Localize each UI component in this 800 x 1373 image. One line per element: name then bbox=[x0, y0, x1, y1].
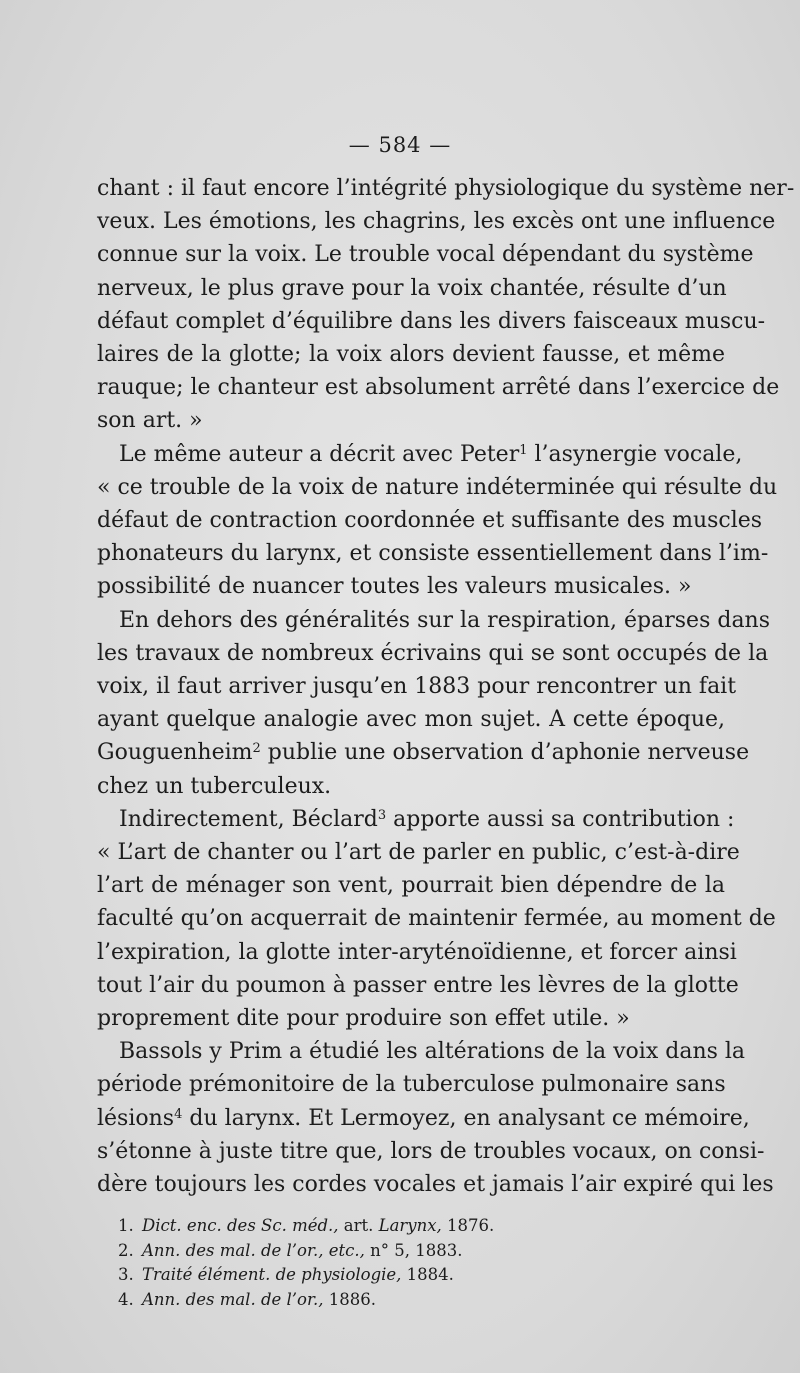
citation-title: Ann. des mal. de l’or., bbox=[142, 1289, 324, 1309]
paragraph-2 bbox=[97, 438, 778, 604]
text-fragment: lésions bbox=[97, 1105, 175, 1131]
paragraph-5 bbox=[97, 1035, 774, 1201]
text-line: faculté qu’on acquerrait de maintenir fermée, au moment de bbox=[97, 906, 776, 932]
footnote-number: 4. bbox=[118, 1289, 134, 1309]
text-line: possibilité de nuancer toutes les valeurs musicales. » bbox=[97, 574, 692, 600]
text-line: laires de la glotte; la voix alors devient fausse, et même bbox=[97, 342, 725, 368]
text-line: période prémonitoire de la tuberculose pulmonaire sans bbox=[97, 1072, 726, 1098]
citation-title: Larynx, bbox=[378, 1216, 442, 1235]
footnote bbox=[118, 1239, 718, 1264]
citation-detail: 1876. bbox=[441, 1216, 495, 1235]
text-line: ayant quelque analogie avec mon sujet. A cette époque, bbox=[97, 707, 725, 733]
footnote bbox=[118, 1214, 718, 1239]
text-line: défaut de contraction coordonnée et suffisante des muscles bbox=[97, 508, 763, 534]
text-line: veux. Les émotions, les chagrins, les excès ont une influence bbox=[97, 209, 776, 235]
text-line: tout l’air du poumon à passer entre les lèvres de la glotte bbox=[97, 972, 739, 998]
text-line: En dehors des généralités sur la respiration, éparses dans bbox=[119, 607, 771, 633]
text-line: son art. » bbox=[97, 408, 203, 434]
body-text bbox=[97, 172, 795, 1201]
footnote-number: 2. bbox=[118, 1240, 134, 1260]
citation-detail: n° 5, 1883. bbox=[364, 1240, 463, 1260]
text-line: rauque; le chanteur est absolument arrêté dans l’exercice de bbox=[97, 375, 780, 401]
text-line bbox=[97, 438, 743, 471]
text-fragment: l’asynergie vocale, bbox=[527, 441, 743, 467]
text-line: proprement dite pour produire son effet utile. » bbox=[97, 1006, 630, 1032]
citation-title: Ann. des mal. de l’or., etc., bbox=[142, 1240, 365, 1260]
citation-detail: 1884. bbox=[401, 1265, 454, 1285]
footnote-number: 3. bbox=[118, 1265, 134, 1285]
text-line: chant : il faut encore l’intégrité physiologique du système ner- bbox=[97, 176, 795, 201]
text-fragment: publie une observation d’aphonie nerveuse bbox=[260, 740, 750, 766]
text-line: les travaux de nombreux écrivains qui se sont occupés de la bbox=[97, 640, 769, 666]
paragraph-1 bbox=[97, 172, 795, 438]
paragraph-4 bbox=[97, 803, 776, 1035]
text-line: voix, il faut arriver jusqu’en 1883 pour rencontrer un fait bbox=[97, 674, 737, 700]
text-line: s’étonne à juste titre que, lors de troubles vocaux, on consi- bbox=[97, 1138, 765, 1164]
footnote-number: 1. bbox=[118, 1216, 134, 1235]
text-fragment: apporte aussi sa contribution : bbox=[386, 806, 735, 832]
citation-title: Traité élément. de physiologie, bbox=[142, 1265, 402, 1285]
footnotes bbox=[118, 1214, 718, 1312]
footnote-ref: 2 bbox=[252, 741, 261, 757]
citation-title: Dict. enc. des Sc. méd., bbox=[142, 1216, 339, 1235]
text-line: défaut complet d’équilibre dans les divers faisceaux muscu- bbox=[97, 308, 766, 334]
text-fragment: Indirectement, Béclard bbox=[119, 806, 378, 832]
text-fragment: Gouguenheim bbox=[97, 740, 253, 766]
text-line bbox=[97, 803, 735, 836]
text-fragment: Le même auteur a décrit avec Peter bbox=[119, 441, 520, 467]
text-line: nerveux, le plus grave pour la voix chantée, résulte d’un bbox=[97, 275, 727, 301]
text-line: Bassols y Prim a étudié les altérations de la voix dans la bbox=[119, 1039, 746, 1065]
text-line: chez un tuberculeux. bbox=[97, 773, 332, 799]
text-line bbox=[97, 736, 750, 769]
text-line: connue sur la voix. Le trouble vocal dépendant du système bbox=[97, 242, 754, 268]
text-line: l’expiration, la glotte inter-aryténoïdienne, et forcer ainsi bbox=[97, 939, 737, 965]
footnote bbox=[118, 1288, 718, 1313]
text-fragment: du larynx. Et Lermoyez, en analysant ce mémoire, bbox=[182, 1105, 750, 1131]
text-line: l’art de ménager son vent, pourrait bien dépendre de la bbox=[97, 873, 725, 899]
footnote bbox=[118, 1263, 718, 1288]
footnote-ref: 1 bbox=[519, 442, 528, 458]
paragraph-3 bbox=[97, 604, 771, 803]
text-line: phonateurs du larynx, et consiste essentiellement dans l’im- bbox=[97, 541, 769, 567]
page-number: — 584 — bbox=[348, 133, 452, 157]
text-line bbox=[97, 1102, 750, 1135]
footnote-ref: 4 bbox=[174, 1106, 183, 1122]
citation-detail: art. bbox=[338, 1216, 379, 1235]
text-line: « ce trouble de la voix de nature indéterminée qui résulte du bbox=[97, 474, 778, 500]
citation-detail: 1886. bbox=[323, 1289, 377, 1309]
text-line: « L’art de chanter ou l’art de parler en public, c’est-à-dire bbox=[97, 840, 740, 866]
footnote-ref: 3 bbox=[377, 807, 387, 823]
text-line: dère toujours les cordes vocales et jamais l’air expiré qui les bbox=[97, 1172, 774, 1198]
